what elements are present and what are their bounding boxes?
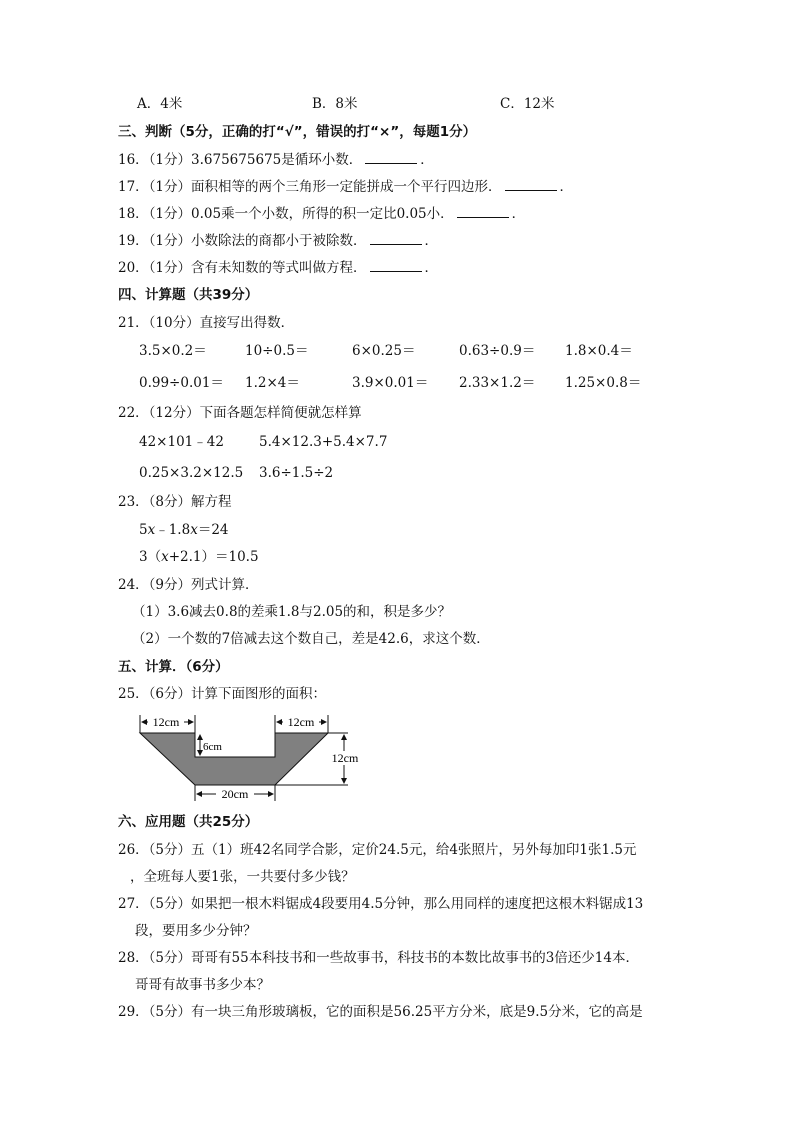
q24-sub-1: （1）3.6减去0.8的差乘1.8与2.05的和，积是多少？ xyxy=(132,604,452,620)
item-end: ． xyxy=(424,260,439,276)
item-text: 含有未知数的等式叫做方程． xyxy=(191,260,367,276)
q21-expr: 1.25×0.8＝ xyxy=(565,375,642,391)
q22-head: 22．（12分）下面各题怎样简便就怎样算 xyxy=(118,405,362,421)
q23-equation-2 xyxy=(139,548,259,566)
q23-equation-1 xyxy=(139,521,229,539)
q22-expr: 3.6÷1.5÷2 xyxy=(259,465,334,481)
q22-expr: 42×101﹣42 xyxy=(139,434,224,450)
item-score: （1分） xyxy=(148,152,192,168)
item-end: ． xyxy=(511,206,526,222)
q21-expr: 6×0.25＝ xyxy=(352,343,416,359)
item-score: （1分） xyxy=(148,179,192,195)
q21-expr: 1.8×0.4＝ xyxy=(565,343,633,359)
item-score: （1分） xyxy=(148,260,192,276)
q28-line-1: 28．（5分）哥哥有55本科技书和一些故事书，科技书的本数比故事书的3倍还少14本． xyxy=(118,950,639,966)
item-text: 面积相等的两个三角形一定能拼成一个平行四边形． xyxy=(191,179,502,195)
judge-item-16 xyxy=(118,151,434,169)
section-5-title: 五、计算．（6分） xyxy=(118,659,229,675)
label-bottom: 20cm xyxy=(221,787,249,801)
option-a: A．4米 xyxy=(137,96,183,112)
item-number: 17． xyxy=(118,179,149,195)
q24-head: 24．（9分）列式计算． xyxy=(118,577,259,593)
section-3-title: 三、判断（5分，正确的打“√”，错误的打“×”，每题1分） xyxy=(118,124,477,140)
q24-sub-2: （2）一个数的7倍减去这个数自己，差是42.6，求这个数． xyxy=(132,631,490,647)
q22-expr: 0.25×3.2×12.5 xyxy=(139,465,244,481)
trapezoid-figure xyxy=(120,705,380,810)
q21-expr: 0.99÷0.01＝ xyxy=(139,375,224,391)
answer-blank[interactable] xyxy=(370,232,422,245)
section-6-title: 六、应用题（共25分） xyxy=(118,814,259,830)
shaded-region xyxy=(140,733,328,785)
q21-expr: 3.9×0.01＝ xyxy=(352,375,429,391)
judge-item-20 xyxy=(118,259,438,277)
q21-expr: 10÷0.5＝ xyxy=(245,343,309,359)
q21-expr: 0.63÷0.9＝ xyxy=(459,343,536,359)
judge-item-17 xyxy=(118,178,573,196)
item-end: ． xyxy=(420,152,434,168)
eq-variable: x xyxy=(147,522,156,538)
q23-head: 23．（8分）解方程 xyxy=(118,494,232,510)
eq-part: 5 xyxy=(139,522,148,538)
q22-expr: 5.4×12.3+5.4×7.7 xyxy=(259,434,388,450)
eq-part: 3（ xyxy=(139,549,162,565)
item-end: ． xyxy=(559,179,574,195)
label-height: 12cm xyxy=(331,751,359,765)
q21-expr: 2.33×1.2＝ xyxy=(459,375,536,391)
judge-item-19 xyxy=(118,232,438,250)
item-text: 3.675675675是循环小数． xyxy=(191,152,363,168)
eq-part: ﹣1.8 xyxy=(155,522,191,538)
item-score: （1分） xyxy=(148,206,192,222)
item-text: 0.05乘一个小数，所得的积一定比0.05小． xyxy=(191,206,454,222)
item-number: 19． xyxy=(118,233,149,249)
q21-expr: 3.5×0.2＝ xyxy=(139,343,207,359)
q21-head: 21．（10分）直接写出得数． xyxy=(118,315,295,331)
option-b: B．8米 xyxy=(312,96,358,112)
label-top-right: 12cm xyxy=(287,715,315,729)
answer-blank[interactable] xyxy=(365,151,417,164)
eq-part: +2.1）＝10.5 xyxy=(168,549,259,565)
item-number: 20． xyxy=(118,260,149,276)
q27-line-2: 段，要用多少分钟？ xyxy=(135,923,257,939)
item-number: 18． xyxy=(118,206,149,222)
q21-expr: 1.2×4＝ xyxy=(245,375,300,391)
eq-variable: x xyxy=(190,522,198,538)
label-top-left: 12cm xyxy=(152,715,180,729)
eq-variable: x xyxy=(161,549,169,565)
q26-line-2: ，全班每人要1张，一共要付多少钱？ xyxy=(130,869,355,885)
judge-item-18 xyxy=(118,205,525,223)
label-inner-depth: 6cm xyxy=(203,741,222,753)
q27-line-1: 27．（5分）如果把一根木料锯成4段要用4.5分钟，那么用同样的速度把这根木料锯成13 xyxy=(118,896,644,912)
item-text: 小数除法的商都小于被除数． xyxy=(191,233,367,249)
section-4-title: 四、计算题（共39分） xyxy=(118,287,259,303)
q26-line-1: 26．（5分）五（1）班42名同学合影，定价24.5元，给4张照片，另外每加印1张1.5元 xyxy=(118,842,637,858)
q29-line-1: 29．（5分）有一块三角形玻璃板，它的面积是56.25平方分米，底是9.5分米，它的高是 xyxy=(118,1004,643,1020)
item-number: 16． xyxy=(118,152,149,168)
q28-line-2: 哥哥有故事书多少本？ xyxy=(135,977,270,993)
eq-part: ＝24 xyxy=(197,522,229,538)
answer-blank[interactable] xyxy=(370,259,422,272)
answer-blank[interactable] xyxy=(505,178,557,191)
q25-head: 25．（6分）计算下面图形的面积： xyxy=(118,686,327,702)
item-score: （1分） xyxy=(148,233,192,249)
item-end: ． xyxy=(424,233,439,249)
answer-blank[interactable] xyxy=(457,205,509,218)
option-c: C．12米 xyxy=(500,96,555,112)
